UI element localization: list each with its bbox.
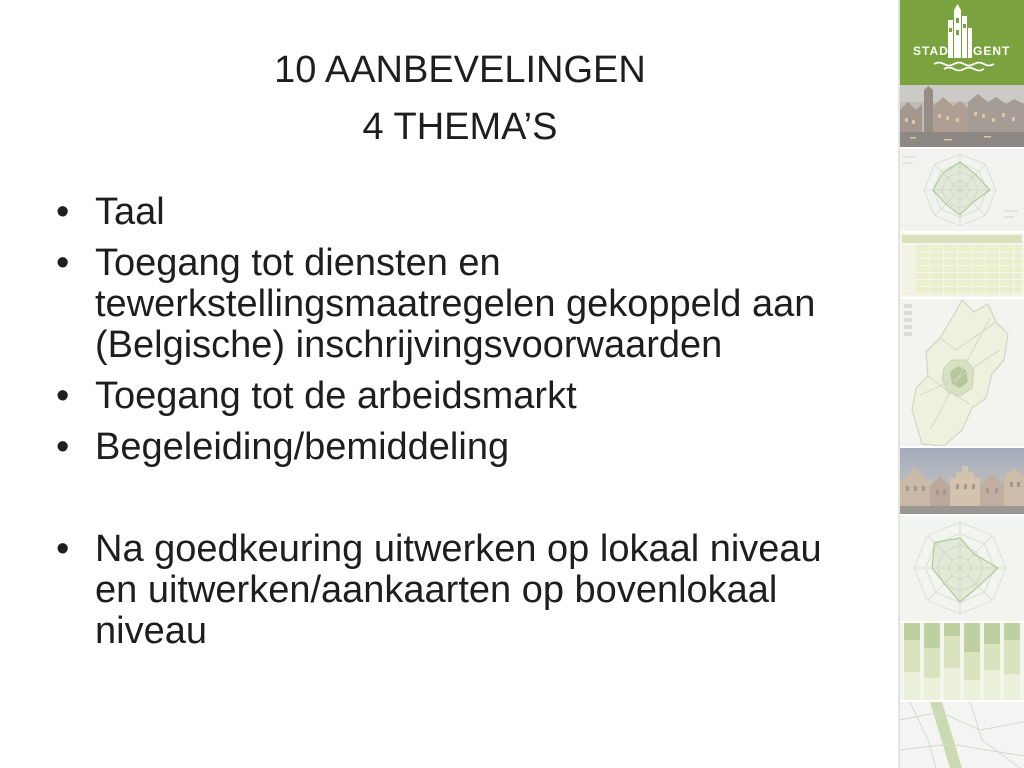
water-waves-icon [934,63,994,71]
bullet-text-line: tewerkstellingsmaatregelen gekoppeld aan [95,283,816,325]
title-line-1: 10 AANBEVELINGEN [274,49,646,91]
bullet-text-line: • Toegang tot de arbeidsmarkt [95,375,577,417]
sidebar-thumbnails [900,0,1024,768]
city-towers-icon [900,0,1024,85]
bullet-text-line: • Begeleiding/bemiddeling [95,426,510,468]
bullet-text-line: • Taal [95,191,165,233]
bullet-item-na-goedkeuring [0,529,880,652]
bullet-item-begeleiding [0,427,880,468]
logo-word-stad: STAD [913,44,949,58]
logo-word-gent: GENT [973,44,1011,58]
bullet-item-taal [0,192,880,233]
slide-title [20,42,900,156]
stad-gent-logo [900,0,1024,85]
bullet-text-line: en uitwerken/aankaarten op bovenlokaal [95,569,778,611]
bullet-text-line: niveau [95,610,207,652]
bullet-list [0,192,880,652]
sidebar-image-strip [900,0,1024,768]
bullet-text-line: (Belgische) inschrijvingsvoorwaarden [95,324,723,366]
bullet-item-arbeidsmarkt [0,376,880,417]
thumbnail-fade-overlay [900,85,1024,768]
title-line-2: 4 THEMA’S [362,106,558,148]
bullet-text-line: • Na goedkeuring uitwerken op lokaal niveau [95,528,822,570]
bullet-item-toegang-diensten [0,243,880,366]
bullet-text-line: • Toegang tot diensten en [95,242,501,284]
